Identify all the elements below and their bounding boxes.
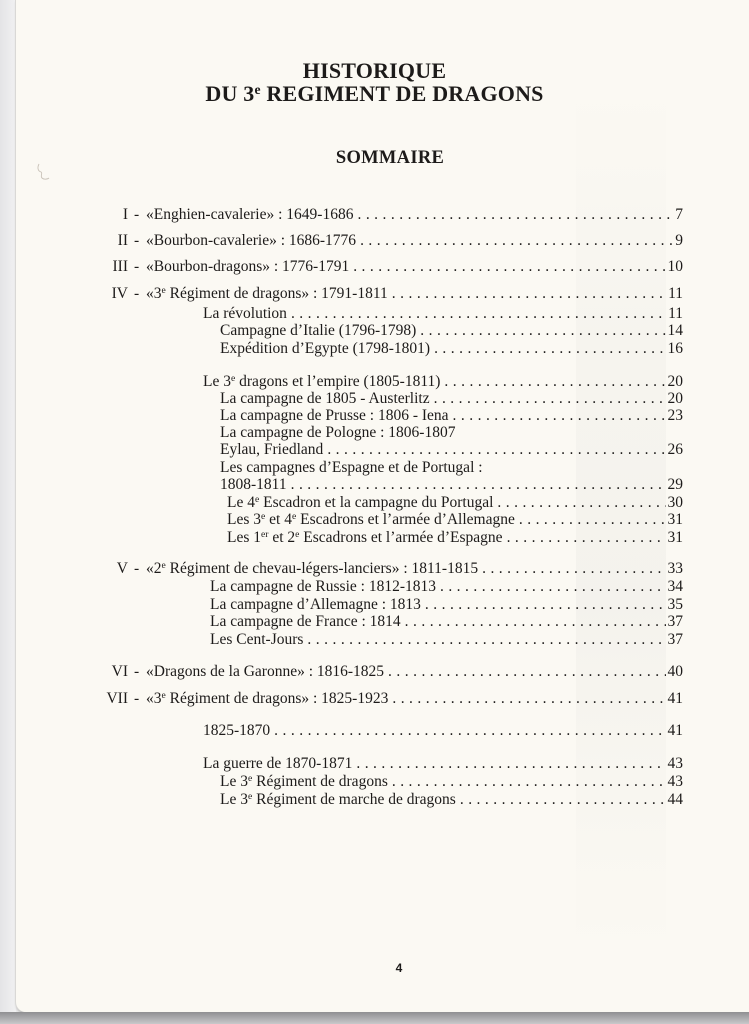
entry-page-number: 37 [667, 631, 683, 648]
entry-page-number: 37 [667, 613, 683, 630]
superscript: e [247, 773, 253, 785]
entry-page-number: 26 [667, 441, 683, 458]
superscript: e [247, 791, 253, 803]
entry-title [203, 373, 444, 391]
page-number: 4 [395, 961, 403, 975]
entry-page-number: 29 [667, 476, 683, 493]
entry-title-text: La révolution [203, 305, 287, 322]
toc-subentry [220, 791, 683, 809]
entry-title-text: La campagne de Pologne : 1806-1807 [220, 424, 456, 441]
entry-page-number: 43 [667, 773, 683, 790]
chapter-dash: - [134, 285, 140, 302]
dot-leader [392, 690, 665, 708]
toc-subentry [220, 340, 683, 358]
dot-leader [291, 305, 666, 323]
toc-chapter-entry [146, 663, 683, 681]
chapter-dash: - [134, 663, 140, 680]
entry-page-number: 9 [675, 232, 683, 249]
entry-title-text: La campagne de France : 1814 [210, 613, 401, 630]
dot-leader [497, 494, 665, 512]
toc-subentry [203, 722, 683, 740]
dot-leader [425, 596, 666, 614]
entry-title-text: Régiment de chevau-légers-lanciers» : 1811-1815 [165, 560, 479, 577]
toc-subentry [210, 596, 683, 614]
superscript: er [261, 529, 269, 541]
entry-title-text: Régiment de marche de dragons [252, 791, 456, 808]
superscript: e [254, 494, 260, 506]
entry-title-text: «3 [146, 690, 162, 707]
chapter-numeral: V [116, 560, 128, 577]
entry-page-number: 41 [667, 690, 683, 707]
toc-subentry [203, 373, 683, 391]
entry-title [146, 560, 482, 578]
entry-page-number: 43 [667, 755, 683, 772]
toc-subentry [210, 578, 683, 596]
entry-title-text: La guerre de 1870-1871 [203, 755, 353, 772]
entry-page-number: 44 [667, 791, 683, 808]
chapter-dash: - [134, 232, 140, 249]
toc-subentry [220, 476, 683, 494]
entry-title [220, 407, 453, 425]
entry-title-text: «3 [146, 285, 162, 302]
chapter-dash: - [134, 560, 140, 577]
entry-page-number: 16 [667, 340, 683, 357]
toc-subentry [220, 322, 683, 340]
superscript: e [261, 511, 266, 523]
entry-title [220, 476, 291, 494]
title-superscript: e [254, 82, 261, 98]
entry-title [146, 285, 392, 303]
entry-page-number: 20 [667, 373, 683, 390]
entry-page-number: 7 [675, 206, 683, 223]
entry-title-text: Le 3 [220, 773, 248, 790]
dot-leader [291, 476, 666, 494]
toc-subentry [220, 459, 487, 477]
superscript: e [291, 511, 297, 523]
entry-title-text: Le 4 [227, 494, 255, 511]
entry-page-number: 40 [667, 663, 683, 680]
entry-page-number: 11 [668, 305, 683, 322]
entry-title [146, 663, 388, 681]
toc-subentry [203, 305, 683, 323]
chapter-numeral: VI [111, 663, 128, 680]
entry-title [220, 791, 460, 809]
entry-title-text: «Bourbon-dragons» : 1776-1791 [146, 258, 350, 275]
entry-title-text: et 2 [268, 529, 296, 546]
entry-title [227, 529, 507, 547]
chapter-numeral: IV [111, 285, 128, 302]
entry-title [146, 206, 357, 224]
entry-title-text: dragons et l’empire (1805-1811) [235, 373, 441, 390]
chapter-numeral: III [112, 258, 128, 275]
entry-title [220, 441, 327, 459]
entry-page-number: 23 [667, 407, 683, 424]
entry-page-number: 41 [667, 722, 683, 739]
superscript: e [230, 373, 236, 385]
entry-page-number: 10 [667, 258, 683, 275]
entry-title-text: «Enghien-cavalerie» : 1649-1686 [146, 206, 354, 223]
entry-title [146, 258, 353, 276]
dot-leader [392, 285, 666, 303]
entry-title-text: Eylau, Friedland [220, 441, 324, 458]
entry-page-number: 31 [667, 511, 683, 528]
dot-leader [434, 340, 665, 358]
toc-subentry [220, 390, 683, 408]
title-text: REGIMENT DE DRAGONS [260, 81, 544, 106]
dot-leader [444, 373, 665, 391]
dot-leader [405, 613, 666, 631]
entry-title-text: Campagne d’Italie (1796-1798) [220, 322, 417, 339]
entry-title [146, 690, 392, 708]
toc-subentry [220, 441, 683, 459]
entry-title-text: Escadrons et l’armée d’Allemagne [296, 511, 515, 528]
document-title-line-1: HISTORIQUE [302, 58, 447, 83]
chapter-numeral: I [122, 206, 128, 223]
toc-chapter-entry [146, 258, 683, 276]
entry-title [220, 390, 434, 408]
toc-subentry [227, 529, 683, 547]
entry-title-text: Les 3 [227, 511, 262, 528]
chapter-dash: - [134, 206, 140, 223]
dot-leader [327, 441, 665, 459]
entry-title-text: Régiment de dragons» : 1791-1811 [165, 285, 388, 302]
dot-leader [274, 722, 665, 740]
entry-title-text: Expédition d’Egypte (1798-1801) [220, 340, 431, 357]
entry-title [220, 322, 420, 340]
entry-title-text: «2 [146, 560, 162, 577]
chapter-numeral: VII [106, 690, 128, 707]
toc-chapter-entry [146, 206, 683, 224]
entry-title [227, 494, 497, 512]
entry-title-text: Escadrons et l’armée d’Espagne [299, 529, 503, 546]
document-title-line-2 [0, 82, 749, 106]
dot-leader [453, 407, 666, 425]
dot-leader [392, 773, 666, 791]
superscript: e [295, 529, 300, 541]
entry-title [220, 424, 459, 442]
entry-page-number: 20 [667, 390, 683, 407]
toc-chapter-entry [146, 285, 683, 303]
entry-page-number: 34 [667, 578, 683, 595]
entry-title-text: Régiment de dragons [252, 773, 388, 790]
section-heading: SOMMAIRE [335, 148, 445, 168]
dot-leader [420, 322, 665, 340]
entry-page-number: 35 [667, 596, 683, 613]
toc-subentry [203, 755, 683, 773]
title-text: DU 3 [205, 81, 255, 106]
entry-title [210, 613, 405, 631]
toc-subentry [210, 613, 683, 631]
entry-title-text: La campagne de Prusse : 1806 - Iena [220, 407, 449, 424]
superscript: e [161, 690, 166, 702]
entry-title-text: Le 3 [220, 791, 248, 808]
entry-title-text: La campagne de Russie : 1812-1813 [210, 578, 436, 595]
dot-leader [353, 258, 665, 276]
toc-subentry [210, 631, 683, 649]
entry-title-text: Escadron et la campagne du Portugal [259, 494, 494, 511]
dot-leader [507, 529, 666, 547]
entry-title [203, 305, 291, 323]
entry-title-text: 1825-1870 [203, 722, 271, 739]
toc-subentry [227, 511, 683, 529]
dot-leader [360, 232, 673, 250]
entry-page-number: 30 [667, 494, 683, 511]
toc-chapter-entry [146, 560, 683, 578]
dot-leader [440, 578, 666, 596]
chapter-numeral: II [117, 232, 128, 249]
dot-leader [519, 511, 666, 529]
superscript: e [161, 560, 166, 572]
entry-title [220, 459, 487, 477]
superscript: e [161, 285, 166, 297]
toc-subentry [220, 407, 683, 425]
entry-title-text: La campagne d’Allemagne : 1813 [210, 596, 421, 613]
entry-title-text: Les Cent-Jours [210, 631, 304, 648]
chapter-dash: - [134, 258, 140, 275]
entry-title [210, 596, 425, 614]
entry-page-number: 11 [668, 285, 683, 302]
toc-chapter-entry [146, 690, 683, 708]
entry-title [203, 722, 274, 740]
entry-title-text: Le 3 [203, 373, 231, 390]
toc-subentry [220, 773, 683, 791]
entry-page-number: 33 [667, 560, 683, 577]
entry-title-text: «Bourbon-cavalerie» : 1686-1776 [146, 232, 357, 249]
dot-leader [356, 755, 665, 773]
toc-subentry [227, 494, 683, 512]
entry-title [220, 773, 392, 791]
entry-title-text: Les 1 [227, 529, 262, 546]
dot-leader [434, 390, 666, 408]
entry-title [220, 340, 434, 358]
entry-title-text: et 4 [265, 511, 292, 528]
entry-page-number: 14 [667, 322, 683, 339]
entry-title [227, 511, 519, 529]
entry-title-text: «Dragons de la Garonne» : 1816-1825 [146, 663, 385, 680]
dot-leader [307, 631, 665, 649]
entry-title-text: Les campagnes d’Espagne et de Portugal : [220, 459, 483, 476]
chapter-dash: - [134, 690, 140, 707]
dot-leader [388, 663, 665, 681]
entry-title [146, 232, 360, 250]
dot-leader [357, 206, 673, 224]
entry-title-text: La campagne de 1805 - Austerlitz [220, 390, 430, 407]
toc-subentry [220, 424, 459, 442]
entry-page-number: 31 [667, 529, 683, 546]
entry-title-text: 1808-1811 [220, 476, 287, 493]
toc-chapter-entry [146, 232, 683, 250]
entry-title [203, 755, 356, 773]
dot-leader [482, 560, 665, 578]
entry-title [210, 631, 307, 649]
scan-bottom-margin [0, 1012, 749, 1024]
dot-leader [460, 791, 666, 809]
entry-title [210, 578, 440, 596]
entry-title-text: Régiment de dragons» : 1825-1923 [165, 690, 389, 707]
